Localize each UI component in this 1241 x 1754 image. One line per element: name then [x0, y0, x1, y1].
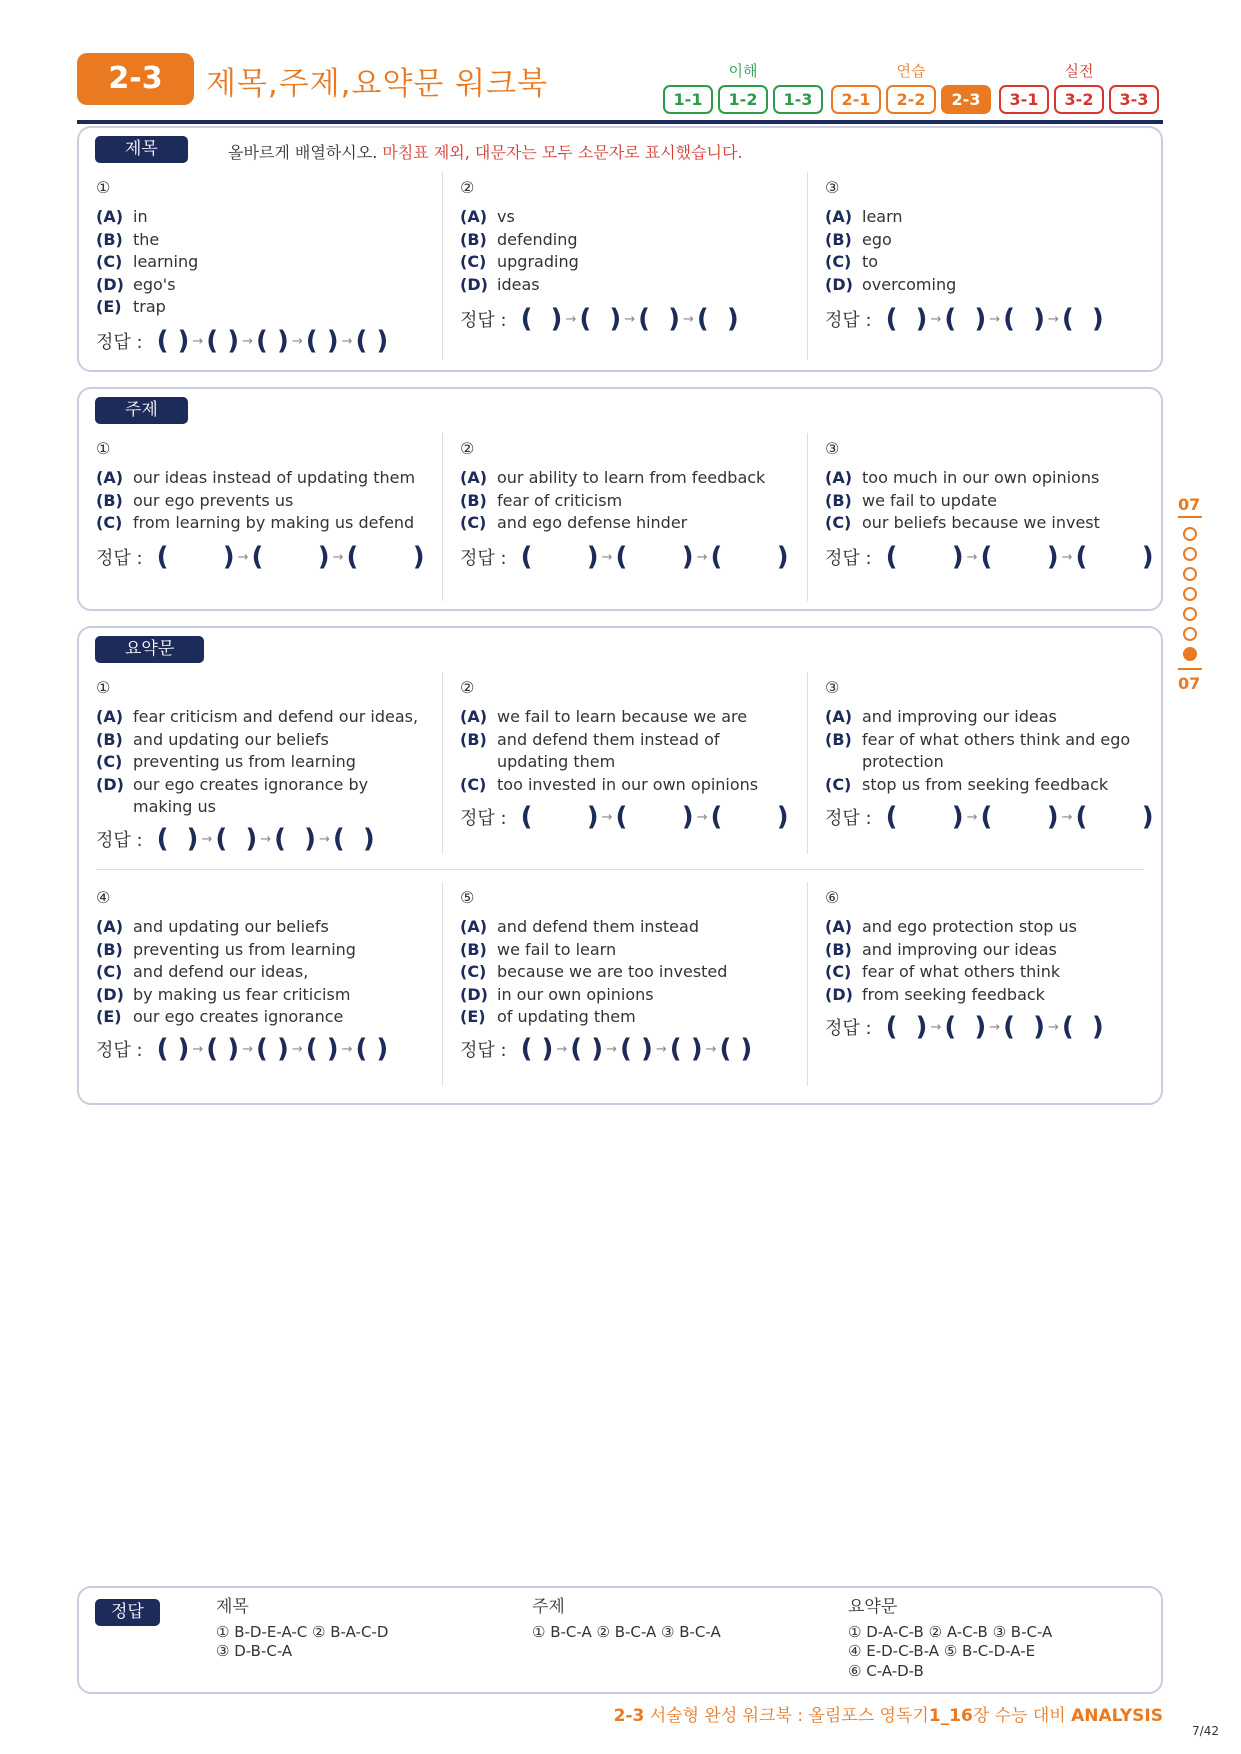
answer-slot-3[interactable]: 정답 : ( ) → ( ) → ( ) — [460, 802, 789, 832]
answer-slot-3[interactable]: 정답 : ( ) → ( ) → ( ) — [825, 542, 1154, 572]
side-dot-2 — [1183, 547, 1197, 561]
question-number: ④ — [96, 888, 111, 907]
question-number: ② — [460, 439, 475, 458]
topic-item-2 — [460, 439, 800, 535]
topic-item-3 — [825, 439, 1165, 535]
option: (C) to — [825, 252, 879, 272]
option: (B) fear of criticism — [460, 490, 623, 510]
column-divider — [807, 433, 808, 601]
option: (D) ego's — [96, 274, 176, 294]
summary-item-4 — [96, 888, 436, 1029]
summary-section — [77, 626, 1163, 1105]
option: (A) and defend them instead — [460, 917, 699, 936]
option: (B) fear of what others think and ego protection — [825, 729, 1131, 772]
option: (D) from seeking feedback — [825, 984, 1045, 1004]
option: (C) our beliefs because we invest — [825, 513, 1100, 533]
title-section — [77, 126, 1163, 372]
group-label-understand: 이해 — [728, 62, 758, 80]
topic-item-1 — [96, 439, 436, 535]
page-title: 제목,주제,요약문 워크북 — [206, 66, 549, 102]
option: (B) preventing us from learning — [96, 939, 356, 959]
stage-chip-1-1[interactable]: 1-1 — [663, 85, 713, 114]
option: (D) by making us fear criticism — [96, 984, 351, 1004]
option: (A) vs — [460, 207, 515, 226]
instruction: 올바르게 배열하시오. 마침표 제외, 대문자는 모두 소문자로 표시했습니다. — [228, 143, 743, 162]
page-number: 7/42 — [1192, 1724, 1219, 1738]
section-tag: 주제 — [95, 397, 188, 424]
option: (B) our ego prevents us — [96, 490, 294, 510]
answer-key-summary: 요약문 ① D-A-C-B ② A-C-B ③ B-C-A ④ E-D-C-B-A ⑤ B-C-D-A-E ⑥ C-A-D-B — [848, 1597, 1053, 1680]
summary-item-3 — [825, 678, 1165, 796]
answer-key-tag: 정답 — [95, 1599, 160, 1626]
summary-item-2 — [460, 678, 800, 796]
answer-slot-5[interactable]: 정답 : ( ) → ( ) → ( ) → ( ) → ( ) — [96, 326, 389, 356]
answer-slot-3[interactable]: 정답 : ( ) → ( ) → ( ) — [96, 542, 425, 572]
summary-item-6 — [825, 888, 1165, 1006]
column-divider — [442, 172, 443, 360]
option: (D) in our own opinions — [460, 984, 654, 1004]
stage-chip-3-2[interactable]: 3-2 — [1054, 85, 1104, 114]
option: (D) ideas — [460, 274, 540, 294]
option: (C) and defend our ideas, — [96, 962, 309, 982]
stage-chip-1-3[interactable]: 1-3 — [773, 85, 823, 114]
option: (C) fear of what others think — [825, 962, 1061, 982]
answer-slot-4[interactable]: 정답 : ( ) → ( ) → ( ) → ( ) — [825, 304, 1104, 334]
option: (A) in — [96, 207, 148, 226]
answer-slot-4[interactable]: 정답 : ( ) → ( ) → ( ) → ( ) — [460, 304, 739, 334]
option: (D) our ego creates ignorance by making us — [96, 774, 369, 817]
question-number: ② — [460, 178, 475, 197]
option: (E) trap — [96, 297, 166, 317]
section-tag: 제목 — [95, 136, 188, 163]
lesson-badge: 2-3 — [77, 53, 194, 105]
question-number: ② — [460, 678, 475, 697]
question-number: ③ — [825, 678, 840, 697]
question-number: ① — [96, 439, 111, 458]
stage-chip-2-3[interactable]: 2-3 — [941, 85, 991, 114]
column-divider — [807, 882, 808, 1086]
topic-section — [77, 387, 1163, 611]
question-number: ⑥ — [825, 888, 840, 907]
title-item-1 — [96, 178, 436, 319]
stage-chip-2-2[interactable]: 2-2 — [886, 85, 936, 114]
answer-slot-5[interactable]: 정답 : ( ) → ( ) → ( ) → ( ) → ( ) — [96, 1034, 389, 1064]
answer-key-title: 제목 ① B-D-E-A-C ② B-A-C-D ③ D-B-C-A — [216, 1597, 389, 1660]
side-dot-3 — [1183, 567, 1197, 581]
option: (C) from learning by making us defend — [96, 513, 415, 533]
question-number: ① — [96, 178, 111, 197]
option: (A) and updating our beliefs — [96, 917, 329, 936]
column-divider — [807, 672, 808, 854]
option: (B) and updating our beliefs — [96, 729, 329, 749]
option: (A) fear criticism and defend our ideas, — [96, 707, 419, 726]
side-dot-4 — [1183, 587, 1197, 601]
option: (D) overcoming — [825, 274, 957, 294]
group-label-practice: 연습 — [896, 62, 926, 80]
option: (A) and ego protection stop us — [825, 917, 1077, 936]
option: (C) stop us from seeking feedback — [825, 774, 1109, 794]
option: (A) our ideas instead of updating them — [96, 468, 416, 487]
header-divider — [77, 120, 1163, 124]
answer-slot-4[interactable]: 정답 : ( ) → ( ) → ( ) → ( ) — [96, 824, 375, 854]
question-number: ⑤ — [460, 888, 475, 907]
answer-key-topic: 주제 ① B-C-A ② B-C-A ③ B-C-A — [532, 1597, 721, 1641]
column-divider — [442, 672, 443, 854]
option: (C) upgrading — [460, 252, 579, 272]
option: (A) too much in our own opinions — [825, 468, 1100, 487]
option: (B) we fail to learn — [460, 939, 617, 959]
title-item-2 — [460, 178, 800, 296]
stage-chip-2-1[interactable]: 2-1 — [831, 85, 881, 114]
title-item-3 — [825, 178, 1165, 296]
question-number: ① — [96, 678, 111, 697]
question-number: ③ — [825, 178, 840, 197]
option: (B) we fail to update — [825, 490, 997, 510]
stage-chip-3-3[interactable]: 3-3 — [1109, 85, 1159, 114]
side-dot-1 — [1183, 527, 1197, 541]
answer-slot-3[interactable]: 정답 : ( ) → ( ) → ( ) — [825, 802, 1154, 832]
option: (C) and ego defense hinder — [460, 513, 688, 533]
option: (C) learning — [96, 252, 199, 272]
option: (C) preventing us from learning — [96, 752, 356, 772]
stage-chip-3-1[interactable]: 3-1 — [999, 85, 1049, 114]
option: (B) ego — [825, 229, 892, 249]
stage-chip-1-2[interactable]: 1-2 — [718, 85, 768, 114]
option: (E) of updating them — [460, 1007, 636, 1027]
side-underline — [1178, 668, 1202, 670]
section-tag: 요약문 — [95, 636, 204, 663]
answer-key-box — [77, 1586, 1163, 1694]
column-divider — [807, 172, 808, 360]
option: (B) and defend them instead of updating them — [460, 729, 720, 772]
group-label-real: 실전 — [1064, 62, 1094, 80]
side-index-bottom: 07 — [1178, 674, 1201, 693]
option: (E) our ego creates ignorance — [96, 1007, 344, 1027]
row-divider — [96, 869, 1144, 870]
summary-item-1 — [96, 678, 436, 819]
answer-slot-5[interactable]: 정답 : ( ) → ( ) → ( ) → ( ) → ( ) — [460, 1034, 753, 1064]
answer-slot-3[interactable]: 정답 : ( ) → ( ) → ( ) — [460, 542, 789, 572]
option: (C) because we are too invested — [460, 962, 728, 982]
side-dot-7-active — [1183, 647, 1197, 661]
summary-item-5 — [460, 888, 800, 1029]
option: (A) we fail to learn because we are — [460, 707, 748, 726]
option: (A) our ability to learn from feedback — [460, 468, 766, 487]
option: (B) defending — [460, 229, 578, 249]
option: (C) too invested in our own opinions — [460, 774, 759, 794]
option: (B) and improving our ideas — [825, 939, 1057, 959]
side-dot-6 — [1183, 627, 1197, 641]
answer-slot-4[interactable]: 정답 : ( ) → ( ) → ( ) → ( ) — [825, 1012, 1104, 1042]
option: (A) learn — [825, 207, 903, 226]
side-dot-5 — [1183, 607, 1197, 621]
side-underline — [1178, 516, 1202, 518]
column-divider — [442, 882, 443, 1086]
column-divider — [442, 433, 443, 601]
side-index-top: 07 — [1178, 495, 1201, 514]
question-number: ③ — [825, 439, 840, 458]
option: (B) the — [96, 229, 160, 249]
option: (A) and improving our ideas — [825, 707, 1057, 726]
footer-text: 2-3 서술형 완성 워크북 : 올림포스 영독기1_16장 수능 대비 ANALYSIS — [613, 1706, 1163, 1726]
